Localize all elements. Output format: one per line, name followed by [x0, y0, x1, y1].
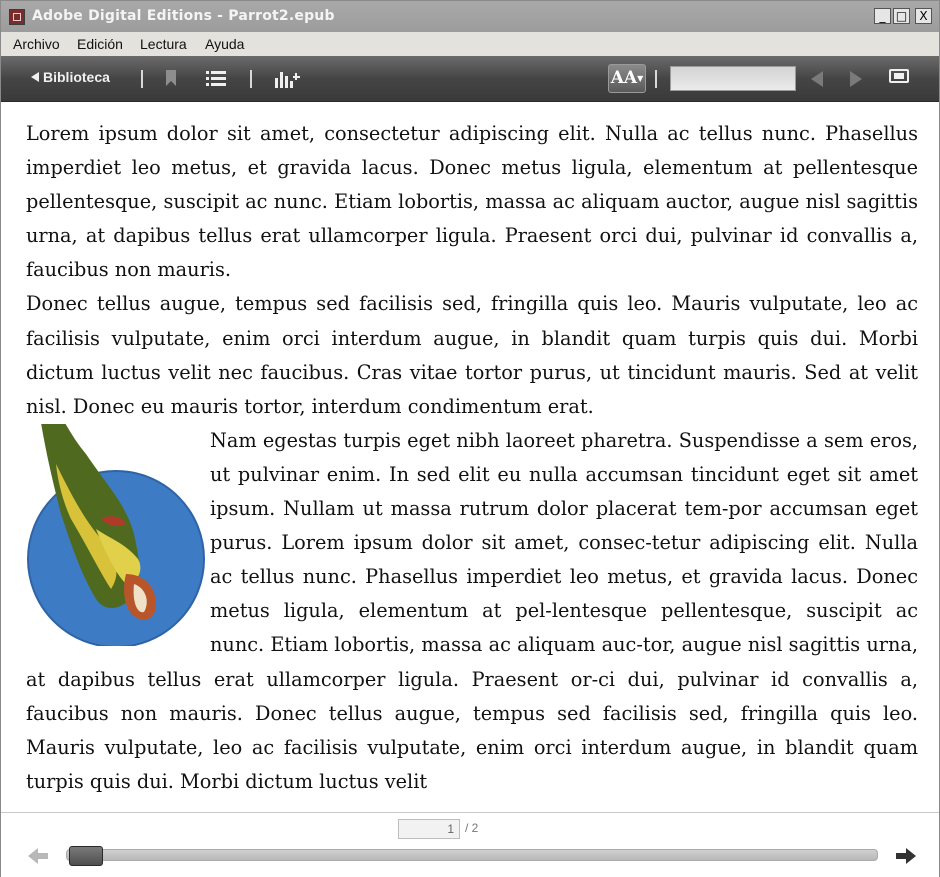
close-button[interactable]: X — [915, 8, 932, 24]
menu-archivo[interactable]: Archivo — [13, 36, 60, 52]
font-size-button[interactable] — [608, 64, 646, 93]
page-total-label: / 2 — [465, 821, 479, 835]
maximize-button[interactable]: □ — [893, 8, 910, 24]
previous-page-icon[interactable] — [26, 846, 50, 866]
chevron-down-icon: ▼ — [637, 73, 644, 83]
menu-ayuda[interactable]: Ayuda — [205, 36, 245, 52]
menu-edicion[interactable]: Edición — [77, 36, 123, 52]
toolbar-divider — [250, 70, 252, 88]
page-number-input[interactable]: 1 — [398, 819, 460, 839]
library-button[interactable] — [31, 69, 110, 85]
page-slider[interactable] — [66, 849, 878, 861]
toolbar-divider — [141, 70, 143, 88]
paragraph: Lorem ipsum dolor sit amet, consectetur adipiscing elit. Nulla ac tellus nunc. Phasellus imperdiet leo metus, et gravida lacus. Donec metus ligula, elementum at pellentesque pellentesque, suscipit ac nunc. Etiam lobortis, massa ac aliquam auctor, augue nisl sagittis urna, at dapibus tellus erat ullamcorper ligula. Praesent orci dui, pulvinar id convallis a, faucibus non mauris. — [26, 122, 918, 282]
library-button-label: Biblioteca — [43, 69, 110, 85]
parrot-illustration — [26, 424, 206, 646]
next-page-icon[interactable] — [894, 846, 918, 866]
page-slider-handle[interactable] — [69, 846, 103, 866]
bookmark-icon[interactable] — [166, 70, 176, 86]
font-size-icon: AA — [610, 68, 638, 88]
reading-pane[interactable] — [1, 102, 939, 812]
toc-list-icon[interactable] — [206, 71, 226, 86]
paragraph: Nam egestas turpis eget nibh laoreet pharetra. Suspendisse a sem eros, ut pulvinar enim. In sed elit eu nulla accumsan tincidunt eget sit amet ipsum. Nullam ut massa rutrum dolor placerat tem-por accumsan eget purus. Lorem ipsum dolor sit amet, consec-tetur adipiscing elit. Nulla ac tellus nunc. Phasellus imperdiet leo metus, et gravida lacus. Donec metus ligula, elementum at pel-lentesque pellentesque, suscipit ac nunc. Etiam lobortis, massa ac aliquam auc-tor, augue nisl sagittis urna, at dapibus tellus erat ullamcorper ligula. Praesent or-ci dui, pulvinar id convallis a, faucibus non mauris. Donec tellus augue, tempus sed facilisis sed, fringilla quis leo. Mauris vulputate, leo ac facilisis vulputate, enim orci interdum augue, in blandit quam turpis quis dui. Morbi dictum luctus velit — [26, 428, 918, 793]
chart-add-icon[interactable] — [275, 68, 299, 88]
paragraph: Donec tellus augue, tempus sed facilisis sed, fringilla quis leo. Mauris vulputate, leo ac facilisis vulputate, enim orci interdum augue, in blandit quam turpis quis dui. Morbi dictum luctus velit nec faucibus. Cras vitae tortor purus, ut tincidunt mauris. Sed at velit nisl. Donec eu mauris tortor, interdum condimentum erat. — [26, 292, 918, 418]
search-input[interactable] — [670, 66, 796, 91]
window-title: Adobe Digital Editions - Parrot2.epub — [32, 8, 335, 24]
back-arrow-icon — [31, 72, 39, 82]
app-icon — [9, 9, 25, 25]
menu-lectura[interactable]: Lectura — [140, 36, 187, 52]
fullscreen-icon[interactable] — [889, 69, 909, 83]
page-navigation-bar — [1, 812, 939, 877]
title-bar[interactable] — [1, 1, 939, 32]
minimize-button[interactable]: _ — [874, 8, 891, 24]
previous-result-icon[interactable] — [811, 71, 823, 87]
book-content — [26, 117, 918, 799]
reader-toolbar — [1, 56, 939, 102]
toolbar-divider — [655, 70, 657, 88]
next-result-icon[interactable] — [850, 71, 862, 87]
menu-bar — [1, 32, 939, 57]
